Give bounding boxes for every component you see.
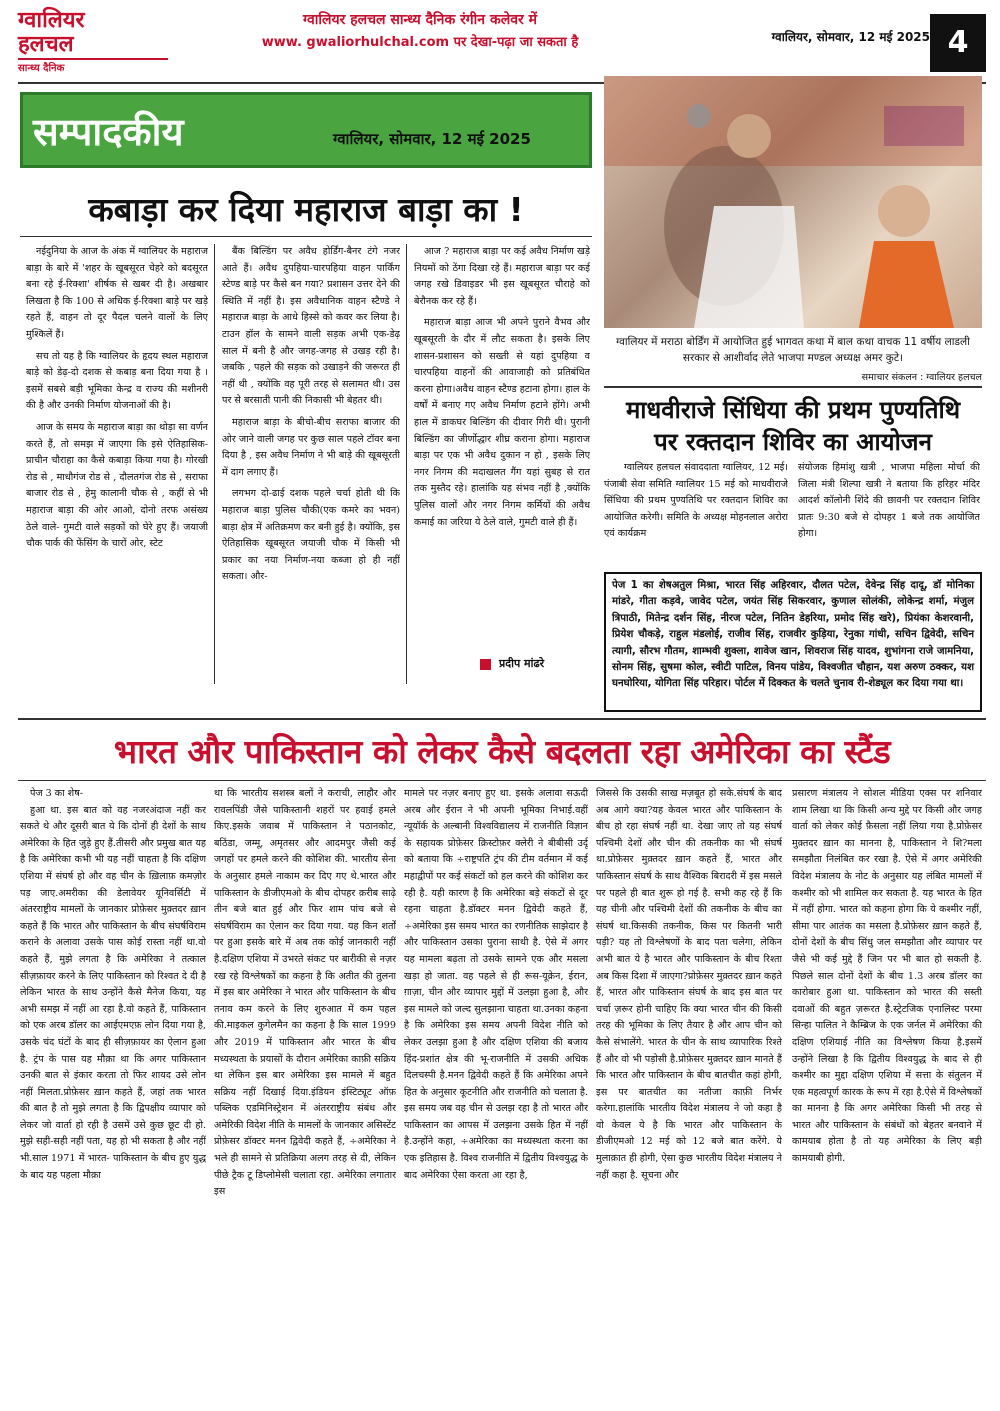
photo-rule [604, 386, 982, 388]
lead-para: जिससे कि उसकी साख मज़बूत हो सके.संघर्ष के बाद अब आगे क्या?यह केवल भारत और पाकिस्तान के बीच हो रहा संघर्ष नहीं था. देखा जाए तो यह संघर्ष पश्चिमी देशों और चीन की तकनीक का भी संघर्ष था.प्रोफ़ेसर मुक़्तदर ख़ान कहते हैं, भारत और पाकिस्तान संघर्ष के साथ वैश्विक बिरादरी में इस मसले पर पहले ही बात शुरू हो गई है. सभी कह रहे हैं कि यह चीनी और पश्चिमी देशों की तकनीक के बीच का संघर्ष था.किसकी तकनीक, किस पर कितनी भारी पड़ी? यह तो विश्लेषणों के बाद पता चलेगा, लेकिन अभी बात ये है भारत और पाकिस्तान के बीच रिश्ता अब किस दिशा में जाएगा?प्रोफ़ेसर मुक़्तदर ख़ान कहते हैं, भारत और पाकिस्तान संघर्ष के बाद इस बात पर चर्चा ज़रूर होनी चाहिए कि क्या भारत चीन की किसी तरह की भूमिका के लिए तैयार है और आप चीन को कैसे संभालेंगे. भारत के चीन के साथ व्यापारिक रिश्ते हैं और वो भी पड़ोसी है.प्रोफ़ेसर मुक़्तदर ख़ान मानते हैं कि भारत और पाकिस्तान के बीच बातचीत कहां होगी, इस पर बातचीत का नतीजा काफ़ी निर्भर करेगा.हालांकि भारतीय विदेश मंत्रालय ने जो कहा है वो केवल ये है कि भारत और पाकिस्तान के डीजीएमओ 12 मई को 12 बजे बात करेंगे. ये मुलाक़ात ही होगी, ऐसा कुछ भारतीय विदेश मंत्रालय ने नहीं कहा है. सूचना और [596, 788, 782, 1181]
editorial-col2 [222, 244, 400, 684]
editorial-label: सम्पादकीय [33, 109, 184, 154]
column-divider [214, 244, 215, 684]
promo-url[interactable]: www. gwaliorhulchal.com [261, 35, 450, 50]
promo-line2: पर देखा-पढ़ा जा सकता है [453, 35, 579, 50]
column-divider [406, 244, 407, 684]
editorial-para: आज ? महाराज बाड़ा पर कई अवैध निर्माण खड़े नियमों को ठेंगा दिखा रहे हैं। महाराज बाड़ा पर कई जगह रखे डिवाइडर भी इस खूबसूरत चौराहे को बेरौनक कर रहे हैं। [414, 246, 590, 307]
editorial-para: लगभग दो-ढाई दशक पहले चर्चा होती थी कि महाराज बाड़ा पुलिस चौकी(एक कमरे का भवन) बाड़ा क्षेत्र में अतिक्रमण कर बनी हुई है। क्योंकि, इस ऐतिहासिक खूबसूरत जयाजी चौक में किसी भी प्रकार का नया निर्माण-नया कब्जा हो ही नहीं सकता। और- [222, 488, 400, 583]
author-marker-icon [480, 659, 491, 670]
editorial-author [480, 656, 544, 671]
editorial-para: बैंक बिल्डिंग पर अवैध होर्डिंग-बैनर टंगे नजर आते हैं। अवैध दुपहिया-चारपहिया वाहन पार्किंग स्टेण्ड बाड़े पर कैसे बन गया? प्रशासन उत्तर देने की स्थिति में नहीं है। इस अवैधानिक वाहन स्टैण्डे ने महाराज बाड़ा के आधे हिस्से को कवर कर लिया है। टाउन हॉल के सामने वाली सड़क अभी एक-डेढ़ साल में बनी है और जगह-जगह से उखड़ रही है। जबकि , पहले की सड़क को उखाड़ने की जरूरत ही नहीं थी , क्योंकि वह पूरी तरह से सलामत थी। उस पर से बरसाती पानी की निकासी भी बेहतर थी। [222, 246, 400, 407]
editorial-col3 [414, 244, 590, 644]
logo-line2: हलचल [18, 31, 74, 57]
news2-para: ग्वालियर हलचल संवाददाता ग्वालियर, 12 मई। पंजाबी सेवा समिति ग्वालियर 15 मई को माधवीराजे सिंधिया की प्रथम पुण्यतिथि पर रक्तदान शिविर का आयोजित करेगी। समिति के अध्यक्ष मोहनलाल अरोरा एवं कार्यक्रम [604, 462, 788, 540]
news2-para: संयोजक हिमांशु खत्री , भाजपा महिला मोर्चा की जिला मंत्री शिल्पा खत्री ने बताया कि हरिहर मंदिर आदर्श कॉलोनी शिंदे की छावनी पर रक्तदान शिविर प्रातः 9:30 बजे से दोपहर 1 बजे तक आयोजित होगा। [798, 462, 980, 540]
lead-col3 [404, 786, 588, 1406]
masthead-promo [180, 10, 660, 50]
news2-headline [604, 394, 982, 458]
lead-col2 [214, 786, 396, 1406]
logo-line1: ग्वालियर [18, 7, 85, 33]
lead-rule [18, 780, 986, 781]
editorial-date: ग्वालियर, सोमवार, 12 मई 2025 [333, 130, 531, 148]
lead-para: मामले पर नज़र बनाए हुए था. इसके अलावा सऊदी अरब और ईरान ने भी अपनी भूमिका निभाई.वहीं न्यूयॉर्क के अल्बानी विश्वविद्यालय में राजनीति विज्ञान के सहायक प्रोफ़ेसर क्रिस्टोफ़र क्लेरी ने बीबीसी उर्दू को बताया कि ÷राष्ट्रपति ट्रंप की टीम वर्तमान में कई महाद्वीपों पर कई संकटों को हल करने की कोशिश कर रही है. यही कारण है कि अमेरिका बड़े संकटों से दूर रहना चाहता है.डॉक्टर मनन द्विवेदी कहते हैं, ÷अमेरिका इस समय भारत का रणनीतिक साझेदार है और पाकिस्तान उसका पुराना साथी है. ऐसे में अगर यह मामला बढ़ता तो उसके सामने एक और मसला खड़ा हो जाता. वह पहले से ही रूस-यूक्रेन, ईरान, ग़ाज़ा, चीन और व्यापार मुद्दों में उलझा हुआ है, और इस मामले को जल्द सुलझाना चाहता था.उनका कहना है कि अमेरिका इस समय अपनी विदेश नीति को लेकर उलझा हुआ है और दक्षिण एशिया की बजाय हिंद-प्रशांत क्षेत्र की भू-राजनीति में उसकी अधिक दिलचस्पी है.मनन द्विवेदी कहते हैं कि अमेरिका अपने हित के अनुसार कूटनीति और राजनीति को चलाता है. इस समय जब वह चीन से उलझ रहा है तो भारत और पाकिस्तान का आपस में उलझना उसके हित में नहीं है.उन्होंने कहा, ÷अमेरिका का मध्यस्थता करना का एक इतिहास है. विश्व राजनीति में द्वितीय विश्वयुद्ध के बाद अमेरिका ऐसा करता आ रहा है, [404, 788, 588, 1181]
photo-credit: समाचार संकलन : ग्वालियर हलचल [861, 372, 982, 383]
lead-col4 [596, 786, 782, 1406]
news2-headline-line2: पर रक्तदान शिविर का आयोजन [654, 428, 932, 456]
editorial-para: नईदुनिया के आज के अंक में ग्वालियर के महाराज बाड़ा के बारे में 'शहर के खूबसूरत चेहरे को बदसूरत बना रहे ई-रिक्शा' शीर्षक से खबर दी है। अखबार लिखता है कि 100 से अधिक ई-रिक्शा बाड़े पर खड़े रहते हैं, वाहन तो दूर पैदल चलने वालों के लिए मुश्किलें हैं। [26, 246, 208, 340]
photo-illustration [604, 76, 982, 328]
photo-story-image [604, 76, 982, 328]
editorial-para: महाराज बाड़ा के बीचो-बीच सराफा बाजार की ओर जाने वाली जगह पर कुछ साल पहले टॉवर बना दिया है , इस अवैध निर्माण ने भी बाड़े की खूबसूरती में दाग लगाए हैं। [222, 416, 400, 478]
page-number: 4 [930, 14, 986, 72]
lead-para: हुआ था. इस बात को वह नजरअंदाज नहीं कर सकते थे और दूसरी बात ये कि दोनों ही देशों के साथ अमेरिका के हित जुड़े हुए हैं.तीसरी और प्रमुख बात यह है कि अमेरिका कभी भी यह नहीं चाहता है कि दक्षिण एशिया में संघर्ष हो और वह चीन के ख़िलाफ़ कमज़ोर पड़ जाए.अमरीका की डेलावेयर यूनिवर्सिटी में अंतरराष्ट्रीय मामलों के जानकार प्रोफ़ेसर मुक़्तदर ख़ान कहते हैं कि भारत और पाकिस्तान के बीच संघर्षविराम कराने के अलावा उसके पास कोई रास्ता नहीं था.वो कहते हैं, मुझे लगता है कि अमेरिका ने तत्काल सीज़फ़ायर करने के लिए पाकिस्तान को रिश्वत दे दी है लेकिन भारत के साथ उन्होंने कैसे मैनेज किया, यह अभी समझ में नहीं आ रहा है.वो कहते हैं, पाकिस्तान को एक अरब डॉलर का आईएमएफ़ लोन दिया गया है, उसके चंद घंटों के बाद ही सीज़फ़ायर का ऐलान हुआ है. ट्रंप के पास यह मौक़ा था कि अगर पाकिस्तान उनकी बात से इंकार करता तो फिर शायद उसे लोन नहीं मिलता.प्रोफ़ेसर ख़ान कहते हैं, जहां तक भारत की बात है तो मुझे लगता है कि द्विपक्षीय व्यापार को लेकर जो वार्ता हो रही है उसमें उसे कुछ छूट दी हो. मुझे सही-सही नहीं पता, यह हो भी सकता है और नहीं भी.साल 1971 में भारत- पाकिस्तान के बीच हुए युद्ध के बाद यह पहला मौक़ा [20, 804, 206, 1181]
editorial-col1 [26, 244, 208, 684]
editorial-para: महाराज बाड़ा आज भी अपने पुराने वैभव और खूबसूरती के दौर में लौट सकता है। इसके लिए शासन-प्रशासन को सख्ती से यहां दुपहिया व चारपहिया वाहनों की आवाजाही को प्रतिबंधित करना होगा।अवैध वाहन स्टैण्ड हटाना होगा। हाल के वर्षों में बनाए गए अवैध निर्माण हटाने होंगे। अभी हाल में डाकघर बिल्डिंग की दीवार गिरी थी। पुरानी बिल्डिंग का जीर्णोद्धार शीघ्र कराना होगा। महाराज बाड़ा पर एक भी अवैध दुकान न हो , इसके लिए नगर निगम की मदाखलत गैंग यहां सुबह से रात तक मुस्तैद रहे। हालांकि यह संभव नहीं है ,क्योंकि पुलिस वालों और नगर निगम कर्मियों की अवैध कमाई का जरिया ये ठेले वाले, गुमटी वाले ही हैं। [414, 317, 590, 528]
logo-line3: सान्ध्य दैनिक [18, 58, 168, 74]
lead-para: था कि भारतीय सशस्त्र बलों ने कराची, लाहौर और रावलपिंडी जैसे पाकिस्तानी शहरों पर हवाई हमले किए.इसके जवाब में पाकिस्तान ने पठानकोट, बठिंडा, जम्मू, अमृतसर और आदमपुर जैसी कई जगहों पर हमले करने की कोशिश की. भारतीय सेना के अनुसार हमले नाकाम कर दिए गए थे.भारत और पाकिस्तान के डीजीएमओ के बीच दोपहर क़रीब साढ़े तीन बजे बात हुई और फिर शाम पांच बजे से संघर्षविराम का ऐलान कर दिया गया. यह किन शर्तों पर हुआ इसके बारे में अब तक कोई जानकारी नहीं है.दक्षिण एशिया में उभरते संकट पर बारीकी से नज़र रख रहे विश्लेषकों का कहना है कि अतीत की तुलना में इस बार अमेरिका ने भारत और पाकिस्तान के बीच तनाव कम करने के लिए शुरुआत में कम पहल की.माइकल कुगेलमैन का कहना है कि साल 1999 और 2019 में पाकिस्तान और भारत के बीच मध्यस्थता के प्रयासों के दौरान अमेरिका काफ़ी सक्रिय था लेकिन इस बार अमेरिका इस मामले में बहुत सक्रिय नहीं दिखाई दिया.इंडियन इंस्टिट्यूट ऑफ़ पब्लिक एडमिनिस्ट्रेशन में अंतरराष्ट्रीय संबंध और अमेरिकी विदेश नीति के मामलों के जानकार असिस्टेंट प्रोफ़ेसर डॉक्टर मनन द्विवेदी कहते हैं, ÷अमेरिका ने भले ही सामने से प्रतिक्रिया अलग तरह से दी, लेकिन पीछे ट्रैक टू डिप्लोमेसी चलाता रहा. अमेरिका लगातार इस [214, 788, 396, 1198]
editorial-para: आज के समय के महाराज बाड़ा का थोड़ा सा वर्णन करते हैं, तो समझ में जाएगा कि इसे ऐतिहासिक-प्राचीन चौराहा का कैसे कबाड़ा किया गया है। गोरखी रोड से , माधौगंज रोड से , दौलतगंज रोड से , सराफा बाजार रोड से , हेमु कालानी चौक से , कहीं से भी महाराज बाड़ा की ओर आओ, दोनो तरफ असंख्य ठेले वाले- गुमटी वाले सड़कों को घेरे हुए हैं। जयाजी चौक पार्क की फेंसिंग के चारों ओर, स्टेट [26, 421, 208, 550]
lead-para: प्रसारण मंत्रालय ने सोशल मीडिया एक्स पर शनिवार शाम लिखा था कि किसी अन्य मुद्दे पर किसी और जगह वार्ता को लेकर कोई फ़ैसला नहीं लिया गया है.प्रोफ़ेसर मुक़्तदर ख़ान का मानना है, पाकिस्तान ने शि?मला समझौता निलंबित कर रखा है. ऐसे में अगर अमेरिकी विदेश मंत्रालय के नोट के अनुसार यह लंबित मामलों में कश्मीर को भी शामिल कर सकता है. यह भारत के हित में नहीं होगा. भारत को कहना होगा कि ये कश्मीर नहीं, सीमा पार आतंक का मसला है.प्रोफ़ेसर ख़ान कहते हैं, दोनों देशों के बीच सिंधु जल समझौता और व्यापार पर जैसे भी कई मुद्दे हैं जिन पर भी बात हो सकती है. पिछले साल दोनों देशों के बीच 1.3 अरब डॉलर का कारोबार हुआ था. पाकिस्तान को भारत की सस्ती दवाओं की बहुत ज़रूरत है.स्ट्रेटजिक एनालिस्ट परमा सिन्हा पालित ने कैम्ब्रिज के एक जर्नल में अमेरिका की दक्षिण एशियाई नीति का विश्लेषण किया है.इसमें उन्होंने लिखा है कि द्वितीय विश्वयुद्ध के बाद से ही कश्मीर का मुद्दा दक्षिण एशिया में सत्ता के संतुलन में एक महत्वपूर्ण कारक के रूप में रहा है.ऐसे में विश्लेषकों का मानना है कि अगर अमेरिका किसी भी तरह से भारत और पाकिस्तान के संबंधों को बेहतर बनवाने में कामयाब होता है तो यह अमेरिका के लिए बड़ी कामयाबी होगी. [792, 788, 982, 1165]
author-name: प्रदीप मांढरे [499, 657, 545, 670]
editorial-rule [20, 236, 592, 237]
photo-caption: ग्वालियर में मराठा बोर्डिंग में आयोजित हुई भागवत कथा में बाल कथा वाचक 11 वर्षीय लाडली सरकार से आशीर्वाद लेते भाजपा मण्डल अध्यक्ष अमर कुटे। [616, 336, 970, 364]
lead-col1 [20, 786, 206, 1406]
lead-col5 [792, 786, 982, 1406]
promo-line1: ग्वालियर हलचल सान्ध्य दैनिक रंगीन कलेवर में [303, 12, 537, 28]
section-rule [18, 718, 986, 720]
news2-col1 [604, 460, 788, 570]
editorial-banner [20, 92, 592, 168]
masthead-date: ग्वालियर, सोमवार, 12 मई 2025 [771, 30, 930, 44]
lead-headline: भारत और पाकिस्तान को लेकर कैसे बदलता रहा अमेरिका का स्टैंड [113, 732, 891, 771]
promo-line2-wrap [180, 32, 660, 50]
news2-headline-line1: माधवीराजे सिंधिया की प्रथम पुण्यतिथि [625, 396, 961, 424]
editorial-para: सच तो यह है कि ग्वालियर के हृदय स्थल महाराज बाड़े को डेढ़-दो दशक से कबाड़ बना दिया गया है । इसमें सबसे बड़ी भूमिका केन्द्र व राज्य की मशीनरी की है और उनकी निर्माण योजनाओं की है। [26, 350, 208, 412]
editorial-headline: कबाड़ा कर दिया महाराज बाड़ा का ! [88, 190, 524, 229]
names-box: पेज 1 का शेषअतुल मिश्रा, भारत सिंह अहिरवार, दौलत पटेल, देवेन्द्र सिंह दादू, डॉ मोनिका मांडरे, गीता कड़वे, जावेद पटेल, जयंत सिंह सिकरवार, कुणाल सोलंकी, लोकेन्द्र शर्मा, मंजुल त्रिपाठी, मितेन्द्र दर्शन सिंह, नीरज पटेल, नितिन डेहरिया, प्रमोद सिंह खरे), प्रियंका केशरवानी, प्रियेश चौकड़े, राहुल मंडलोई, राजीव सिंह, राजवीर कुड़िया, रेनुका गांधी, सचिन द्विवेदी, सचिन त्यागी, सौरभ गौतम, शाम्भवी शुक्ला, शावेज खान, शिवराज सिंह यादव, शुभांगना राजे जामनिया, सोनम सिंह, सुषमा कोल, स्वीटी पाटिल, विनय पांडेय, विश्वजीत चौहान, यश अरुण ठक्कर, यश घनघोरिया, योगिता सिंह परिहार। पोर्टल में दिक्कत के चलते चुनाव री-शेड्यूल कर दिया गया था। [604, 572, 982, 712]
lead-para: पेज 3 का शेष- [30, 788, 83, 799]
masthead-logo [18, 8, 168, 80]
news2-col2 [798, 460, 980, 570]
